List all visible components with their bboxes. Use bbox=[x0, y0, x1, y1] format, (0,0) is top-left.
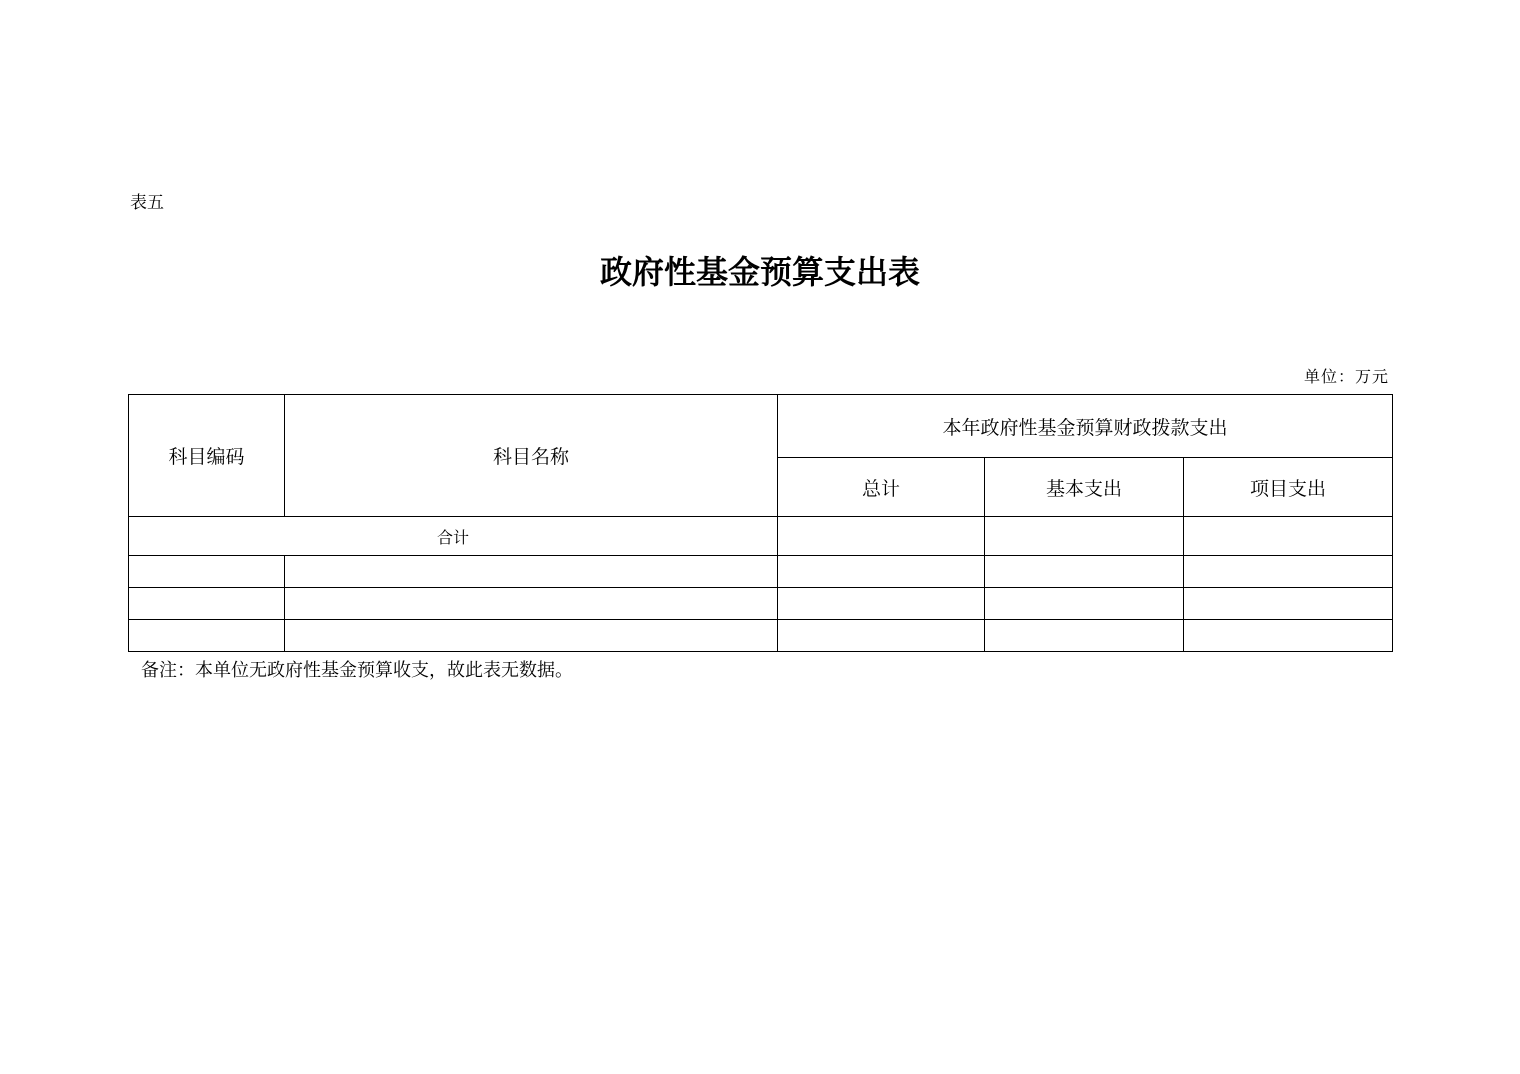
header-subject-name: 科目名称 bbox=[285, 395, 778, 517]
cell-project bbox=[1184, 620, 1393, 652]
header-total: 总计 bbox=[778, 458, 985, 517]
cell-total bbox=[778, 620, 985, 652]
cell-basic bbox=[985, 620, 1184, 652]
cell-total bbox=[778, 588, 985, 620]
table-row bbox=[129, 588, 1393, 620]
total-row bbox=[129, 517, 1393, 556]
header-project-expenditure: 项目支出 bbox=[1184, 458, 1393, 517]
table-header-row bbox=[129, 395, 1393, 458]
unit-label: 单位：万元 bbox=[1303, 367, 1389, 386]
cell-name bbox=[285, 556, 778, 588]
cell-code bbox=[129, 620, 285, 652]
cell-basic bbox=[985, 588, 1184, 620]
table-row bbox=[129, 556, 1393, 588]
cell-code bbox=[129, 556, 285, 588]
cell-name bbox=[285, 620, 778, 652]
total-cell-total bbox=[778, 517, 985, 556]
cell-code bbox=[129, 588, 285, 620]
budget-expenditure-table bbox=[128, 394, 1393, 652]
table-number: 表五 bbox=[130, 193, 164, 213]
cell-project bbox=[1184, 556, 1393, 588]
total-label: 合计 bbox=[129, 517, 778, 556]
cell-name bbox=[285, 588, 778, 620]
total-cell-basic bbox=[985, 517, 1184, 556]
table-row bbox=[129, 620, 1393, 652]
cell-total bbox=[778, 556, 985, 588]
document-title: 政府性基金预算支出表 bbox=[599, 253, 920, 291]
total-cell-project bbox=[1184, 517, 1393, 556]
header-group-expenditure: 本年政府性基金预算财政拨款支出 bbox=[778, 395, 1393, 458]
footnote: 备注：本单位无政府性基金预算收支，故此表无数据。 bbox=[141, 660, 573, 681]
cell-basic bbox=[985, 556, 1184, 588]
cell-project bbox=[1184, 588, 1393, 620]
header-basic-expenditure: 基本支出 bbox=[985, 458, 1184, 517]
header-subject-code: 科目编码 bbox=[129, 395, 285, 517]
